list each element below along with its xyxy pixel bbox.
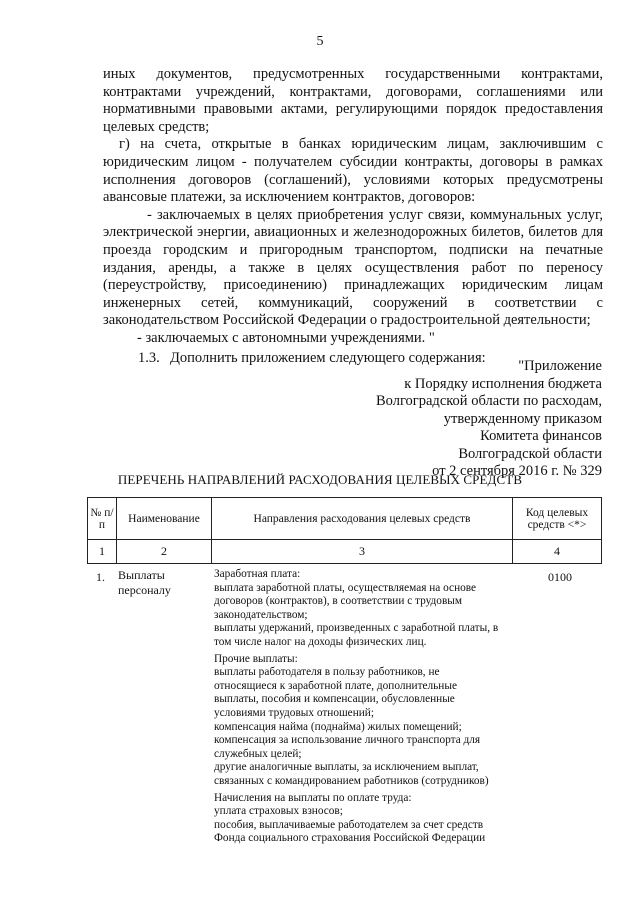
direction-line: другие аналогичные выплаты, за исключением выплат, bbox=[214, 761, 479, 774]
direction-line: компенсация за использование личного транспорта для bbox=[214, 734, 481, 747]
point-text: Дополнить приложением следующего содержания: bbox=[170, 349, 486, 366]
approval-line: Комитета финансов bbox=[480, 428, 602, 444]
row-directions bbox=[214, 568, 536, 849]
direction-group bbox=[214, 568, 536, 650]
point-number: 1.3. bbox=[138, 349, 160, 366]
direction-line: компенсация найма (поднайма) жилых помещений; bbox=[214, 720, 462, 733]
direction-line: договоров (контрактов), в соответствии с трудовым bbox=[214, 595, 463, 608]
row-code: 0100 bbox=[548, 570, 572, 584]
header-num: № п/п bbox=[88, 498, 117, 540]
paragraph-line: контрактами учреждений, контрактами, договорами, соглашениями или bbox=[103, 83, 603, 100]
paragraph-line: издания, аренды, а также в целях осуществления работ по переносу bbox=[103, 259, 603, 276]
direction-line: законодательством; bbox=[214, 608, 308, 621]
paragraph-line: электрической энергии, авиационных и железнодорожных билетов, билетов для bbox=[103, 224, 603, 241]
paragraph-line: инженерных сетей, коммуникаций, сооружений в соответствии с bbox=[103, 294, 603, 311]
paragraph-line: (переустройству, присоединению) принадлежащих юридическим лицам bbox=[103, 277, 603, 294]
col-number-2: 2 bbox=[117, 540, 212, 564]
direction-line: Начисления на выплаты по оплате труда: bbox=[214, 791, 412, 804]
paragraph-line: законодательством Российской Федерации о градостроительной деятельности; bbox=[103, 312, 591, 329]
direction-line: выплата заработной платы, осуществляемая на основе bbox=[214, 581, 477, 594]
col-number-3: 3 bbox=[212, 540, 513, 564]
paragraph-line: - заключаемых в целях приобретения услуг связи, коммунальных услуг, bbox=[147, 206, 603, 223]
approval-line: утвержденному приказом bbox=[443, 410, 602, 427]
table-title: ПЕРЕЧЕНЬ НАПРАВЛЕНИЙ РАСХОДОВАНИЯ ЦЕЛЕВЫХ СРЕДСТВ bbox=[117, 472, 523, 487]
direction-line: Заработная плата: bbox=[214, 568, 301, 580]
row-number: 1. bbox=[96, 570, 105, 584]
header-code: Код целевых средств <*> bbox=[513, 498, 602, 540]
direction-line: служебных целей; bbox=[214, 747, 302, 760]
approval-line: от 2 сентября 2016 г. № 329 bbox=[432, 463, 602, 479]
paragraph-line: г) на счета, открытые в банках юридическим лицам, заключившим с bbox=[119, 136, 603, 153]
direction-line: связанных с командированием работников (сотрудников) bbox=[214, 774, 489, 787]
paragraph-line: нормативными правовыми актами, регулирующими порядок предоставления bbox=[103, 101, 603, 118]
table-header bbox=[87, 497, 602, 564]
paragraph-line: исполнения договоров (соглашений), условиями которых предусмотрены bbox=[103, 171, 603, 188]
approval-line: Волгоградской области по расходам, bbox=[376, 393, 602, 409]
direction-line: выплаты удержаний, произведенных с заработной платы, в bbox=[214, 622, 499, 635]
paragraph-line: - заключаемых с автономными учреждениями. " bbox=[137, 329, 435, 346]
direction-line: выплаты, пособия и компенсации, обусловленные bbox=[214, 693, 455, 706]
body-text bbox=[103, 66, 603, 367]
direction-line: том числе налог на доходы физических лиц. bbox=[214, 635, 427, 648]
paragraph-line: проезда городским и пригородным транспортом, подписки на печатные bbox=[103, 241, 603, 258]
page-number: 5 bbox=[316, 34, 324, 49]
paragraph-line: целевых средств; bbox=[103, 118, 210, 135]
col-number-4: 4 bbox=[513, 540, 602, 564]
approval-block bbox=[342, 358, 602, 481]
direction-line: пособия, выплачиваемые работодателем за счет средств bbox=[214, 818, 484, 831]
paragraph-line: авансовые платежи, за исключением контрактов, договоров: bbox=[103, 189, 476, 206]
approval-line: Волгоградской области bbox=[458, 445, 602, 462]
row-name: Выплаты персоналу bbox=[118, 568, 171, 597]
direction-line: Фонда социального страхования Российской Федерации bbox=[214, 832, 486, 845]
direction-group bbox=[214, 792, 536, 846]
header-name: Наименование bbox=[117, 498, 212, 540]
direction-line: условиями трудовых отношений; bbox=[214, 706, 374, 719]
paragraph-line: юридическим лицом - получателем субсидии контракты, договоры в рамках bbox=[103, 153, 603, 170]
direction-line: выплаты работодателя в пользу работников, не bbox=[214, 666, 440, 679]
direction-line: уплата страховых взносов; bbox=[214, 805, 343, 818]
col-number-1: 1 bbox=[88, 540, 117, 564]
paragraph-line: иных документов, предусмотренных государственными контрактами, bbox=[103, 66, 603, 82]
direction-line: относящиеся к заработной плате, дополнительные bbox=[214, 679, 457, 692]
direction-group bbox=[214, 653, 536, 789]
header-directions: Направления расходования целевых средств bbox=[212, 498, 513, 540]
approval-line: "Приложение bbox=[518, 358, 602, 374]
direction-line: Прочие выплаты: bbox=[214, 652, 298, 665]
approval-line: к Порядку исполнения бюджета bbox=[404, 375, 602, 392]
paragraph-list bbox=[103, 66, 603, 348]
